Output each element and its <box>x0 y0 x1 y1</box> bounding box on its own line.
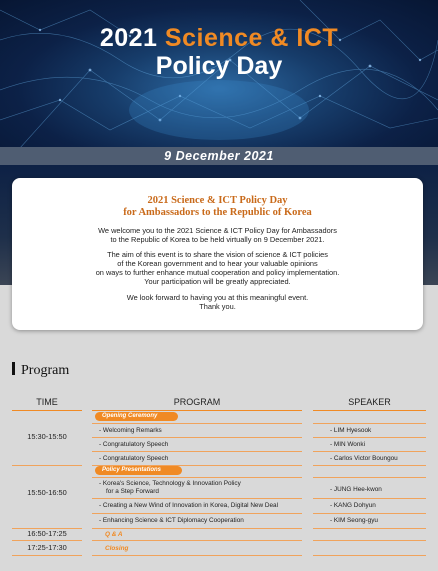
row-divider <box>92 555 302 556</box>
row-divider <box>313 437 426 438</box>
row-divider <box>92 498 302 499</box>
invitation-paragraph-3 <box>12 293 423 311</box>
opening-ceremony-pill: Opening Ceremony <box>95 412 178 421</box>
event-title-accent: Science & ICT <box>164 24 339 52</box>
program-item: - Creating a New Wind of Innovation in Korea, Digital New Deal <box>99 502 279 509</box>
text-line: The aim of this event is to share the vision of science & ICT policies <box>107 250 328 260</box>
event-title <box>0 24 438 53</box>
speaker-name: - JUNG Hee-kwon <box>330 486 382 493</box>
program-item: - Korea's Science, Technology & Innovation Policy <box>99 480 241 487</box>
speaker-name: - MIN Wonki <box>330 441 366 448</box>
row-divider <box>12 540 82 541</box>
program-heading <box>12 362 69 378</box>
time-closing: 17:25-17:30 <box>27 543 67 552</box>
speaker-name: - KIM Seong-gyu <box>330 517 378 524</box>
text-line: Thank you. <box>199 301 236 311</box>
text-line: Your participation will be greatly appreciated. <box>144 277 291 287</box>
row-divider <box>92 513 302 514</box>
invitation-title <box>12 195 423 219</box>
event-date <box>0 147 438 165</box>
event-title-line2: Policy Day <box>155 52 283 80</box>
row-divider <box>92 451 302 452</box>
row-divider <box>313 477 426 478</box>
invitation-title-line2: for Ambassadors to the Republic of Korea <box>123 207 312 218</box>
column-divider <box>12 410 82 411</box>
column-header-speaker: SPEAKER <box>348 397 391 407</box>
text-line: We welcome you to the 2021 Science & ICT Policy Day for Ambassadors <box>98 226 337 235</box>
row-divider <box>313 540 426 541</box>
row-divider <box>92 477 302 478</box>
program-item: - Welcoming Remarks <box>99 427 162 434</box>
row-divider <box>313 528 426 529</box>
program-item: - Congratulatory Speech <box>99 455 169 462</box>
event-title-year: 2021 <box>99 24 158 52</box>
time-opening: 15:30-15:50 <box>27 432 67 441</box>
speaker-name: - KANG Dohyun <box>330 502 376 509</box>
program-item: - Congratulatory Speech <box>99 441 169 448</box>
row-divider <box>12 555 82 556</box>
row-divider <box>313 513 426 514</box>
row-divider <box>313 498 426 499</box>
column-header-time: TIME <box>36 397 58 407</box>
column-header-program: PROGRAM <box>173 397 221 407</box>
column-divider <box>92 410 302 411</box>
invitation-card <box>12 178 423 330</box>
time-qa: 16:50-17:25 <box>27 529 67 538</box>
speaker-name: - LIM Hyesook <box>330 427 372 434</box>
program-item-continued: for a Step Forward <box>106 488 159 495</box>
event-date-rest: December 2021 <box>175 149 274 163</box>
heading-bar-icon <box>12 362 15 375</box>
row-divider <box>313 423 426 424</box>
text-line: to the Republic of Korea to be held virtually on 9 December 2021. <box>110 235 325 245</box>
time-presentations: 15:50-16:50 <box>27 488 67 497</box>
text-line: of the Korean government and to hear your valuable opinions <box>117 259 318 269</box>
row-divider <box>313 555 426 556</box>
invitation-title-line1: 2021 Science & ICT Policy Day <box>147 195 288 206</box>
invitation-paragraph-2 <box>12 250 423 286</box>
row-divider <box>313 465 426 466</box>
closing-label: Closing <box>105 545 129 552</box>
column-divider <box>313 410 426 411</box>
row-divider <box>92 528 302 529</box>
row-divider <box>92 423 302 424</box>
qa-label: Q & A <box>105 531 123 538</box>
row-divider <box>92 540 302 541</box>
row-divider <box>92 437 302 438</box>
policy-presentations-pill: Policy Presentations <box>95 466 182 475</box>
hero-banner <box>0 0 438 148</box>
event-date-day: 9 <box>164 149 172 163</box>
invitation-paragraph-1 <box>12 226 423 244</box>
text-line: on ways to further enhance mutual cooperation and policy implementation. <box>95 268 340 278</box>
program-item: - Enhancing Science & ICT Diplomacy Cooperation <box>99 517 244 524</box>
row-divider <box>313 451 426 452</box>
text-line: We look forward to having you at this meaningful event. <box>126 292 309 302</box>
program-heading-text: Program <box>21 363 70 378</box>
row-divider <box>12 465 82 466</box>
speaker-name: - Carlos Victor Boungou <box>330 455 398 462</box>
